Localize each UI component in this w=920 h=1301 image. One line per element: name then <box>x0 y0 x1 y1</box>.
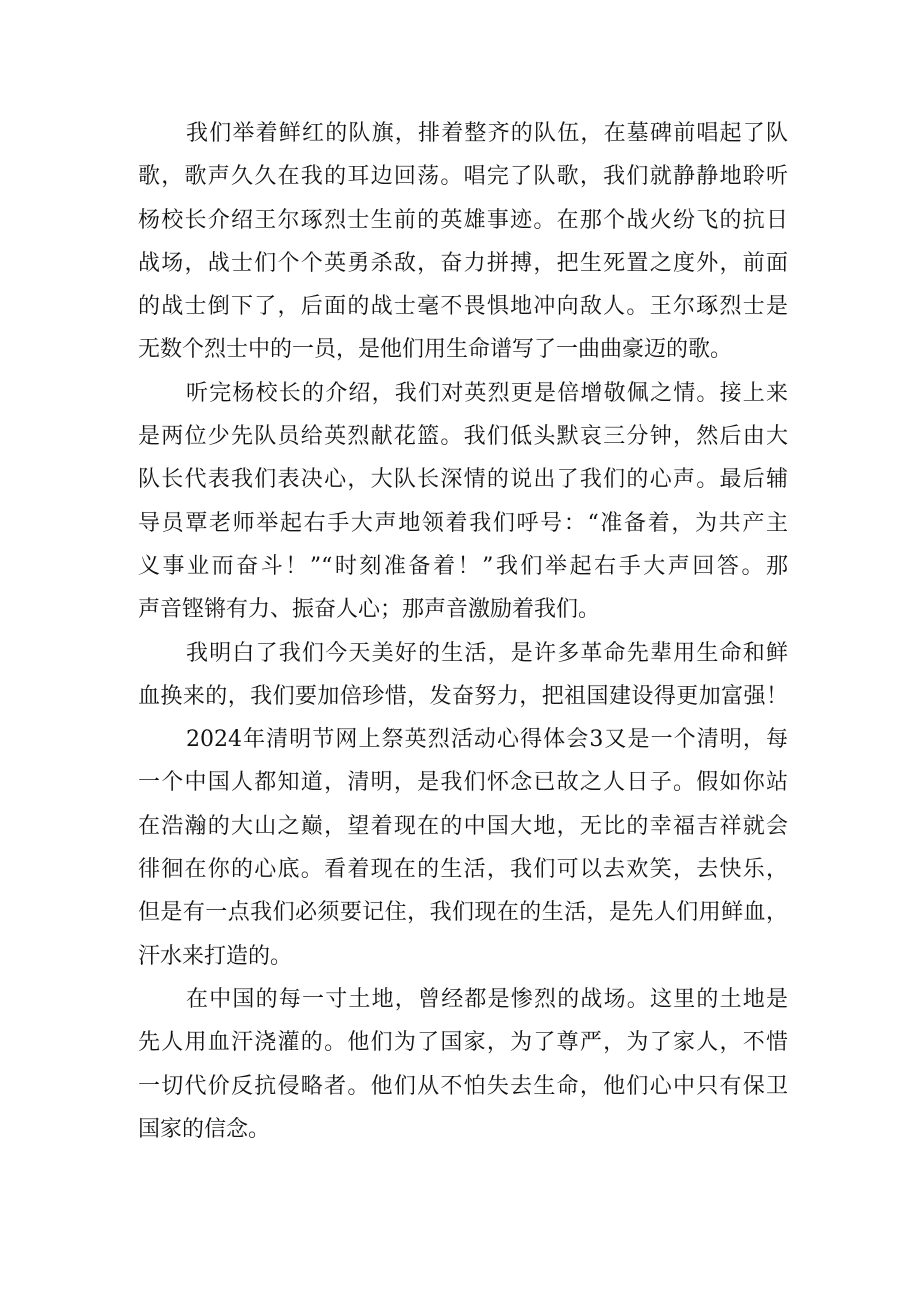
paragraph-line: 我们举着鲜红的队旗，排着整齐的队伍，在墓碑前唱起了队 <box>186 121 788 146</box>
paragraph-line: 战场，战士们个个英勇杀敌，奋力拼搏，把生死置之度外，前面 <box>138 250 788 276</box>
paragraph-line: 无数个烈士中的一员，是他们用生命谱写了一曲曲豪迈的歌。 <box>138 337 733 363</box>
paragraph-line: 在中国的每一寸土地，曾经都是惨烈的战场。这里的土地是 <box>186 986 788 1012</box>
paragraph-line: 徘徊在你的心底。看着现在的生活，我们可以去欢笑，去快乐， <box>138 857 788 883</box>
paragraph-line: 义事业而奋斗！”“时刻准备着！”我们举起右手大声回答。那 <box>138 553 788 579</box>
paragraph-1 <box>138 112 788 372</box>
paragraph-3 <box>138 632 788 719</box>
paragraph-2 <box>138 372 788 632</box>
paragraph-line: 汗水来打造的。 <box>138 943 293 969</box>
paragraph-line: 一个中国人都知道，清明，是我们怀念已故之人日子。假如你站 <box>138 770 788 796</box>
paragraph-line: 在浩瀚的大山之巅，望着现在的中国大地，无比的幸福吉祥就会 <box>138 813 788 839</box>
paragraph-4 <box>138 718 788 978</box>
paragraph-line: 的战士倒下了，后面的战士毫不畏惧地冲向敌人。王尔琢烈士是 <box>138 294 788 320</box>
paragraph-line: 2024年清明节网上祭英烈活动心得体会3又是一个清明，每 <box>186 727 788 753</box>
paragraph-line: 歌，歌声久久在我的耳边回荡。唱完了队歌，我们就静静地聆听 <box>138 164 788 190</box>
paragraph-line: 队长代表我们表决心，大队长深情的说出了我们的心声。最后辅 <box>138 467 788 493</box>
paragraph-line: 但是有一点我们必须要记住，我们现在的生活，是先人们用鲜血， <box>138 900 788 926</box>
document-body <box>138 112 788 1151</box>
paragraph-line: 是两位少先队员给英烈献花篮。我们低头默哀三分钟，然后由大 <box>138 424 788 450</box>
paragraph-line: 杨校长介绍王尔琢烈士生前的英雄事迹。在那个战火纷飞的抗日 <box>138 207 788 233</box>
paragraph-line: 导员覃老师举起右手大声地领着我们呼号：“准备着，为共产主 <box>138 510 788 536</box>
paragraph-line: 我明白了我们今天美好的生活，是许多革命先辈用生命和鲜 <box>186 640 788 666</box>
paragraph-line: 一切代价反抗侵略者。他们从不怕失去生命，他们心中只有保卫 <box>138 1073 788 1099</box>
paragraph-line: 国家的信念。 <box>138 1116 271 1142</box>
paragraph-5 <box>138 978 788 1151</box>
paragraph-line: 听完杨校长的介绍，我们对英烈更是倍增敬佩之情。接上来 <box>186 380 788 406</box>
paragraph-line: 血换来的，我们要加倍珍惜，发奋努力，把祖国建设得更加富强！ <box>138 683 788 709</box>
paragraph-line: 先人用血汗浇灌的。他们为了国家，为了尊严，为了家人，不惜 <box>138 1030 788 1056</box>
paragraph-line: 声音铿锵有力、振奋人心；那声音激励着我们。 <box>138 597 601 623</box>
